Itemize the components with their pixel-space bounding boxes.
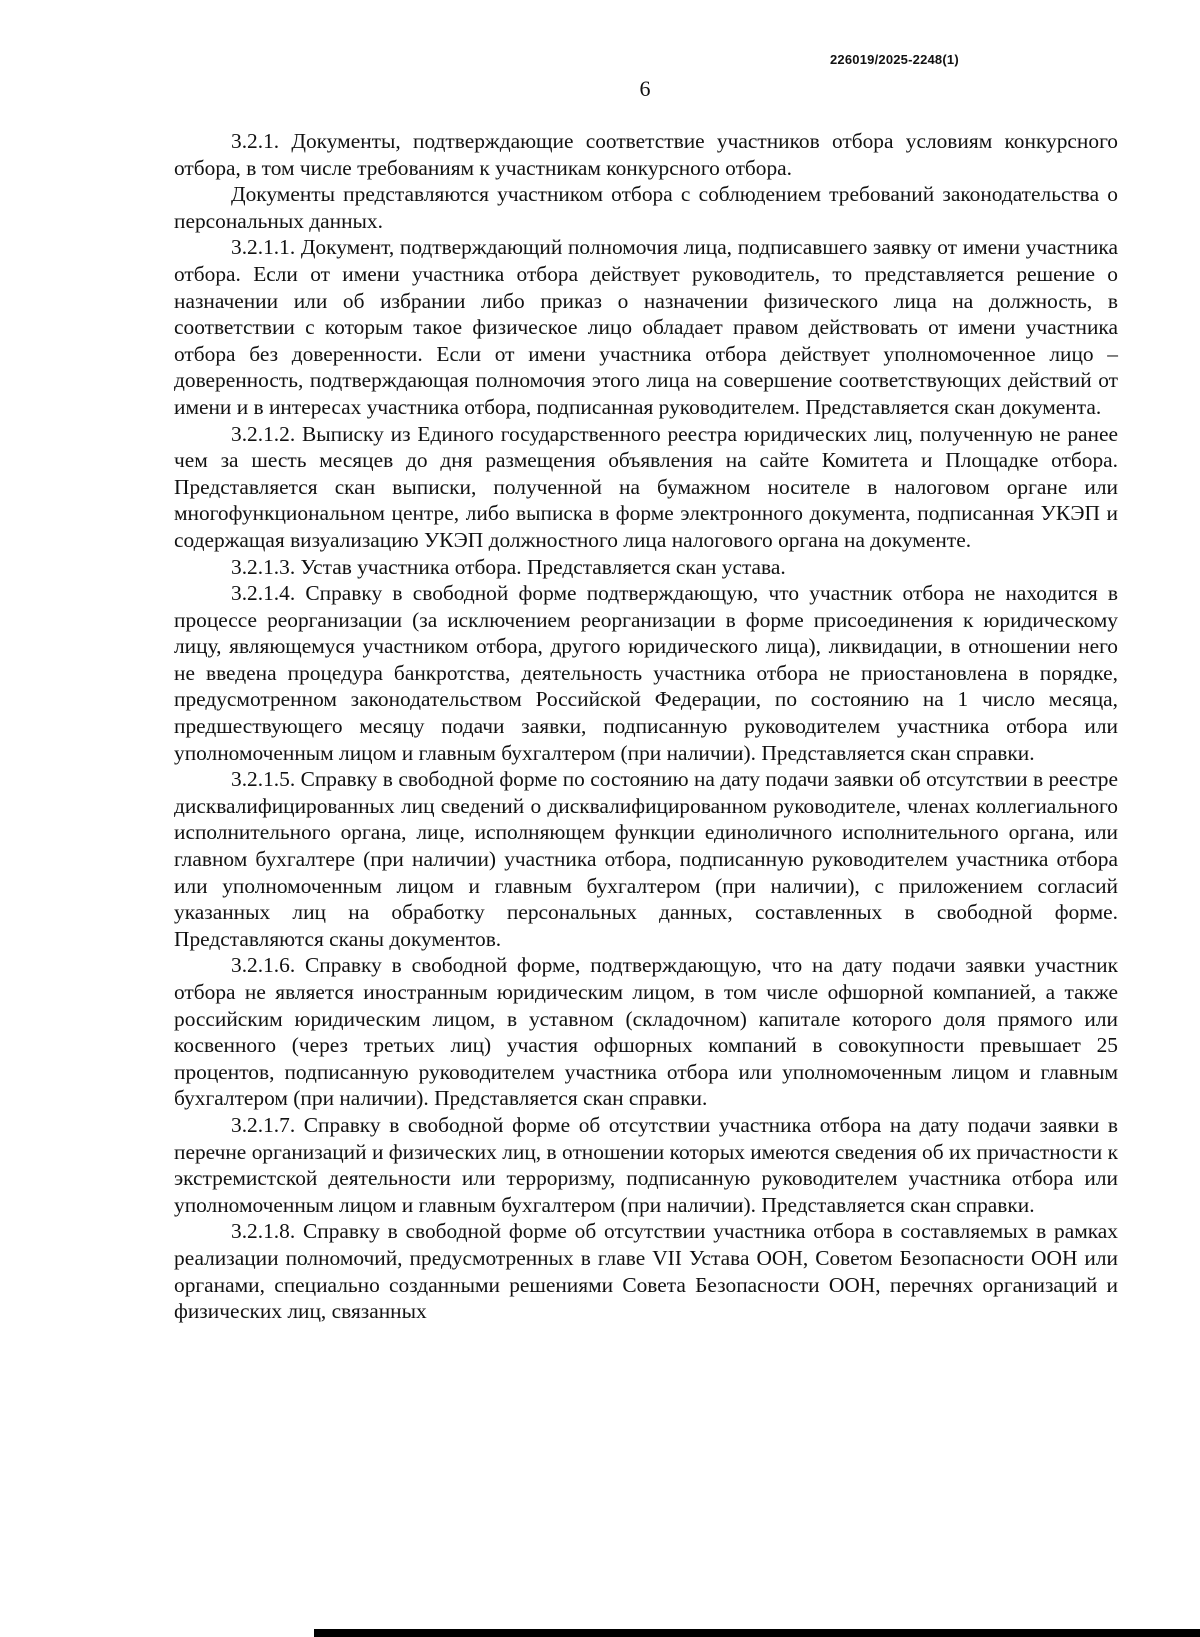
paragraph-documents-note: Документы представляются участником отбора с соблюдением требований законодательства о персональных данных. [174,182,1118,233]
paragraph-3-2-1-3: 3.2.1.3. Устав участника отбора. Представляется скан устава. [231,554,786,579]
paragraph-3-2-1-6: 3.2.1.6. Справку в свободной форме, подтверждающую, что на дату подачи заявки участник отбора не является иностранным юридическим лицом, в том числе офшорной компанией, а также российским юридическим лицом, в уставном (складочном) капитале которого доля прямого или косвенного (через третьих лиц) участия офшорных компаний в совокупности превышает 25 процентов, подписанную руководителем участника отбора или уполномоченным лицом и главным бухгалтером (при наличии). Представляется скан справки. [174,953,1118,1111]
paragraph-3-2-1-8: 3.2.1.8. Справку в свободной форме об отсутствии участника отбора в составляемых в рамках реализации полномочий, предусмотренных в главе VII Устава ООН, Советом Безопасности ООН или органами, специально созданными решениями Совета Безопасности ООН, перечнях организаций и физических лиц, связанных [174,1219,1118,1324]
paragraph-3-2-1-2: 3.2.1.2. Выписку из Единого государственного реестра юридических лиц, полученную не ранее чем за шесть месяцев до дня размещения объявления на сайте Комитета и Площадке отбора. Представляется скан выписки, полученной на бумажном носителе в налоговом органе или многофункциональном центре, либо выписка в форме электронного документа, подписанная УКЭП и содержащая визуализацию УКЭП должностного лица налогового органа на документе. [174,421,1118,552]
paragraph-3-2-1-4: 3.2.1.4. Справку в свободной форме подтверждающую, что участник отбора не находится в процессе реорганизации (за исключением реорганизации в форме присоединения к юридическому лицу, являющемуся участником отбора, другого юридического лица), ликвидации, в отношении него не введена процедура банкротства, деятельность участника отбора не приостановлена в порядке, предусмотренном законодательством Российской Федерации, по состоянию на 1 число месяца, предшествующего месяцу подачи заявки, подписанную руководителем участника отбора или уполномоченным лицом и главным бухгалтером (при наличии). Представляется скан справки. [174,581,1118,765]
scan-bottom-edge-line [314,1629,1200,1637]
paragraph-3-2-1-1: 3.2.1.1. Документ, подтверждающий полномочия лица, подписавшего заявку от имени участника отбора. Если от имени участника отбора действует руководитель, то представляется решение о назначении или об избрании либо приказ о назначении физического лица на должность, в соответствии с которым такое физическое лицо обладает правом действовать от имени участника отбора без доверенности. Если от имени участника отбора действует уполномоченное лицо – доверенность, подтверждающая полномочия этого лица на совершение соответствующих действий от имени и в интересах участника отбора, подписанная руководителем. Представляется скан документа. [174,235,1118,419]
paragraph-3-2-1-5: 3.2.1.5. Справку в свободной форме по состоянию на дату подачи заявки об отсутствии в реестре дисквалифицированных лиц сведений о дисквалифицированном руководителе, членах коллегиального исполнительного органа, лице, исполняющем функции единоличного исполнительного органа, или главном бухгалтере (при наличии) участника отбора, подписанную руководителем участника отбора или уполномоченным лицом и главным бухгалтером (при наличии), с приложением согласий указанных лиц на обработку персональных данных, составленных в свободной форме. Представляются сканы документов. [174,767,1118,951]
document-body [174,128,1118,1325]
paragraph-3-2-1-7: 3.2.1.7. Справку в свободной форме об отсутствии участника отбора на дату подачи заявки в перечне организаций и физических лиц, в отношении которых имеются сведения об их причастности к экстремистской деятельности или терроризму, подписанную руководителем участника отбора или уполномоченным лицом и главным бухгалтером (при наличии). Представляется скан справки. [174,1112,1118,1217]
paragraph-3-2-1: 3.2.1. Документы, подтверждающие соответствие участников отбора условиям конкурсного отбора, в том числе требованиям к участникам конкурсного отбора. [174,129,1118,180]
document-registration-number: 226019/2025-2248(1) [830,52,959,67]
page-number: 6 [639,76,651,101]
